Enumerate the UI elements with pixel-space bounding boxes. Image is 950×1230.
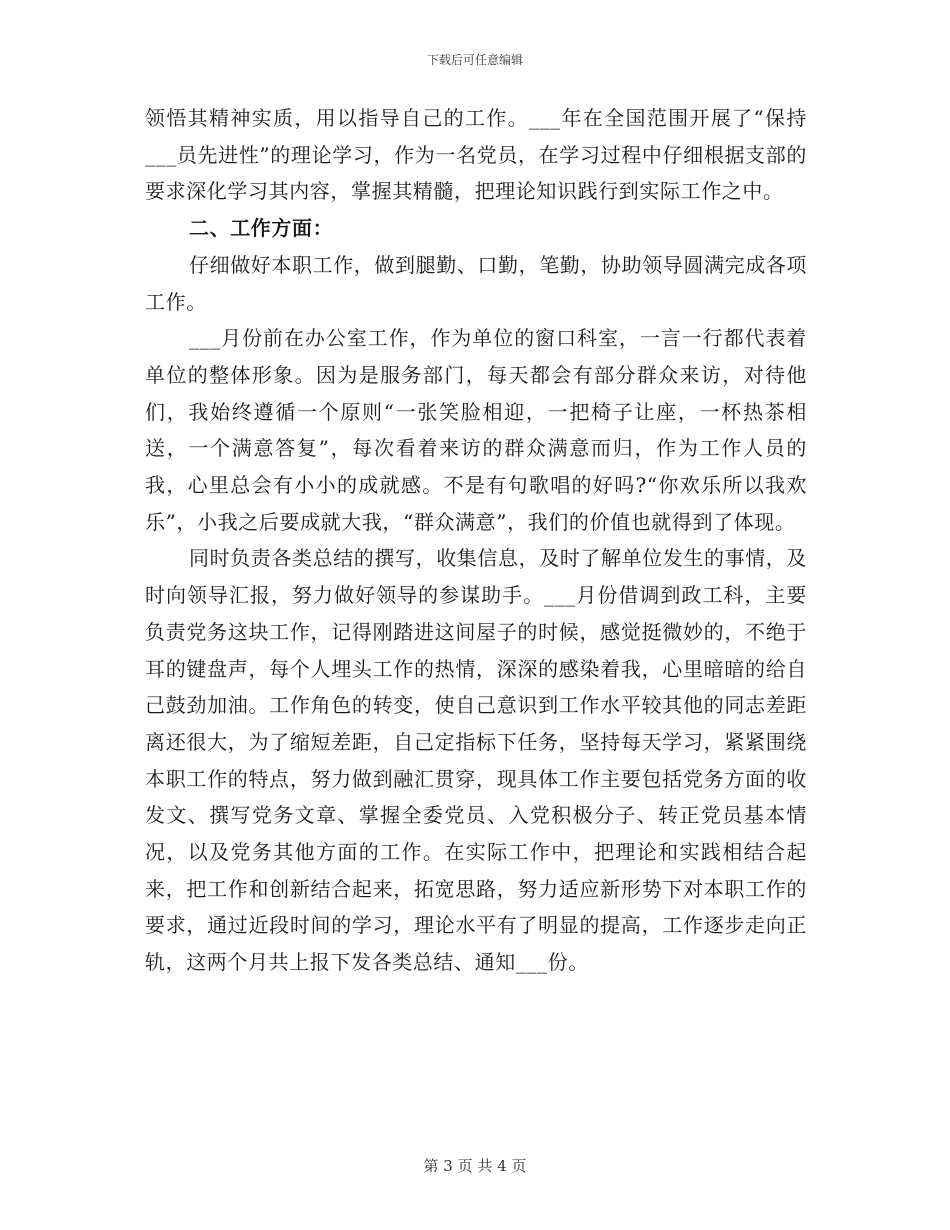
page-footer: 第 3 页 共 4 页 (423, 1157, 527, 1175)
paragraph-party-affairs: 同时负责各类总结的撰写，收集信息，及时了解单位发生的事情，及时向领导汇报，努力做好领导的参谋助手。___月份借调到政工科，主要负责党务这块工作，记得刚踏进这间屋子的时候，感觉挺微妙的，不绝于耳的键盘声，每个人埋头工作的热情，深深的感染着我，心里暗暗的给自己鼓劲加油。工作角色的转变，使自己意识到工作水平较其他的同志差距离还很大，为了缩短差距，自己定指标下任务，坚持每天学习，紧紧围绕本职工作的特点，努力做到融汇贯穿，现具体工作主要包括党务方面的收发文、撰写党务文章、掌握全委党员、入党积极分子、转正党员基本情况，以及党务其他方面的工作。在实际工作中，把理论和实践相结合起来，把工作和创新结合起来，拓宽思路，努力适应新形势下对本职工作的要求，通过近段时间的学习，理论水平有了明显的提高，工作逐步走向正轨，这两个月共上报下发各类总结、通知___份。 (145, 546, 807, 975)
paragraph-intro-continuation: 领悟其精神实质，用以指导自己的工作。___年在全国范围开展了“保持___员先进性”的理论学习，作为一名党员，在学习过程中仔细根据支部的要求深化学习其内容，掌握其精髓，把理论知识践行到实际工作之中。 (145, 106, 807, 204)
page-header: 下载后可任意编辑 (426, 53, 523, 67)
section-heading-work: 二、工作方面： (189, 216, 334, 241)
document-body (145, 100, 807, 981)
paragraph-duties: 仔细做好本职工作，做到腿勤、口勤，笔勤，协助领导圆满完成各项工作。 (145, 252, 807, 314)
paragraph-office-work: ___月份前在办公室工作，作为单位的窗口科室，一言一行都代表着单位的整体形象。因为是服务部门，每天都会有部分群众来访，对待他们，我始终遵循一个原则“一张笑脸相迎，一把椅子让座，一杯热茶相送，一个满意答复”，每次看着来访的群众满意而归，作为工作人员的我，心里总会有小小的成就感。不是有句歌唱的好吗?“你欢乐所以我欢乐”，小我之后要成就大我，“群众满意”，我们的价值也就得到了体现。 (145, 326, 807, 534)
